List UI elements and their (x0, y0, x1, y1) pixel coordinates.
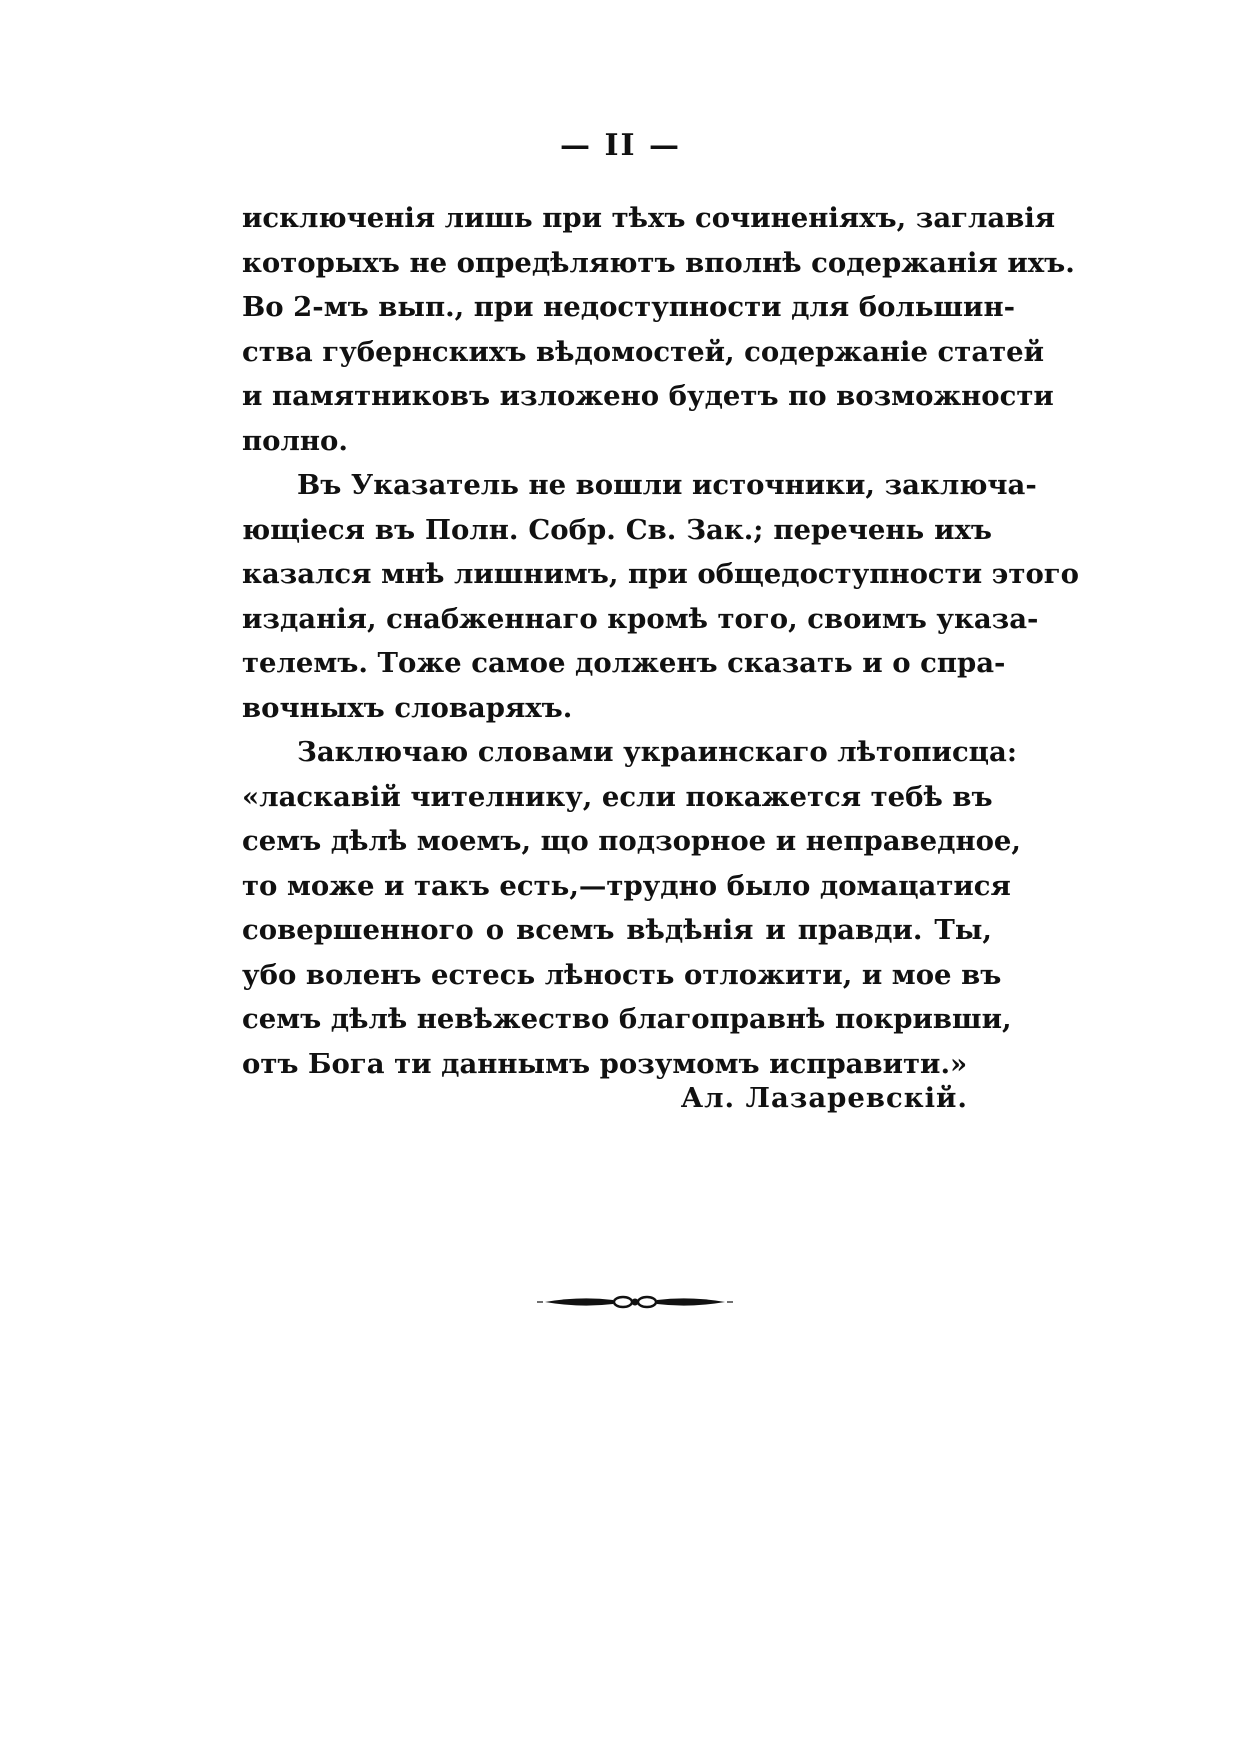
text-line: ющіеся въ Полн. Собр. Св. Зак.; перечень ихъ (242, 513, 992, 546)
text-line: совершенного о всемъ вѣдѣнія и правди. Ты, (242, 914, 992, 946)
text-line: Заключаю словами украинскаго лѣтописца: (297, 736, 1017, 768)
text-line: полно. (242, 424, 348, 457)
text-line: убо воленъ естесь лѣность отложити, и мое въ (242, 958, 1002, 991)
text-line: телемъ. Тоже самое долженъ сказать и о спра- (242, 647, 1006, 679)
paragraph-2 (242, 463, 1079, 730)
text-line: семъ дѣлѣ невѣжество благоправнѣ покривши, (242, 1003, 1012, 1035)
text-line: Въ Указатель не вошли источники, заключа- (297, 469, 1037, 501)
paragraph-1 (242, 196, 1075, 463)
text-line: и памятниковъ изложено будетъ по возможности (242, 380, 1054, 412)
author-signature: Ал. Лазаревскій. (680, 1082, 968, 1114)
text-line: семъ дѣлѣ моемъ, що подзорное и неправедное, (242, 825, 1021, 857)
text-line: вочныхъ словаряхъ. (242, 691, 573, 724)
text-line: Во 2-мъ вып., при недоступности для большин- (242, 291, 1015, 323)
end-ornament (535, 1290, 735, 1314)
text-line: то може и такъ есть,—трудно было домацатися (242, 869, 1011, 902)
page-number: — II — (560, 128, 681, 163)
text-line: казался мнѣ лишнимъ, при общедоступности этого (242, 558, 1079, 590)
text-line: исключенія лишь при тѣхъ сочиненіяхъ, заглавія (242, 202, 1056, 234)
text-line: изданія, снабженнаго кромѣ того, своимъ указа- (242, 602, 1039, 635)
paragraph-3 (242, 730, 1021, 1086)
body-text (242, 196, 1079, 1086)
text-line: «ласкавій чителнику, если покажется тебѣ въ (242, 780, 993, 813)
text-line: ства губернскихъ вѣдомостей, содержаніе статей (242, 335, 1045, 368)
text-line: отъ Бога ти даннымъ розумомъ исправити.» (242, 1047, 968, 1080)
text-line: которыхъ не опредѣляютъ вполнѣ содержанія ихъ. (242, 246, 1075, 279)
